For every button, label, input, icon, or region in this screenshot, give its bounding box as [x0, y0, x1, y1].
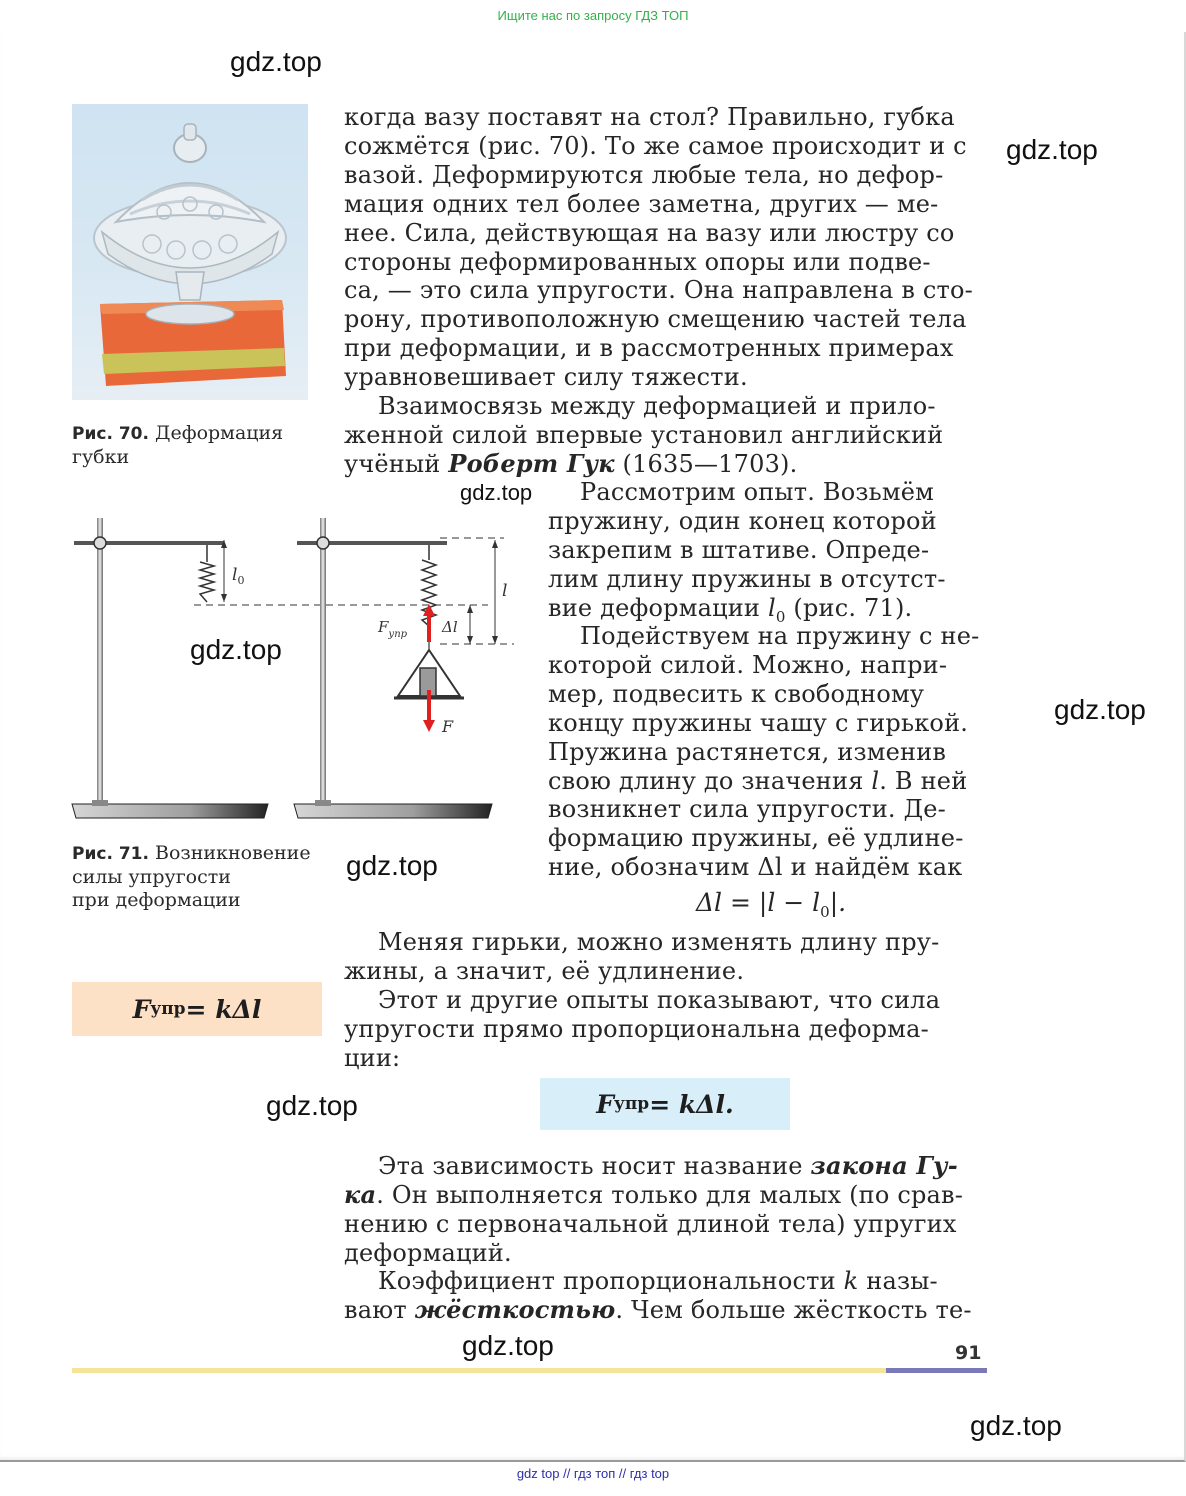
p7-line-1: Эта зависимость носит название закона Гу-: [378, 1151, 958, 1180]
paragraph-3: [548, 478, 988, 631]
paragraph-4: [548, 622, 988, 882]
top-banner[interactable]: Ищите нас по запросу ГДЗ ТОП: [497, 8, 689, 23]
p7-line-3: нению с первоначальной длиной тела) упругих: [344, 1209, 957, 1238]
paragraph-7: [344, 1152, 988, 1268]
watermark: gdz.top: [462, 1330, 554, 1361]
delta-l-label: Δl: [442, 618, 458, 636]
p5-line: Меняя гирьки, можно изменять длину пру-: [378, 928, 940, 956]
p1-line: когда вазу поставят на стол? Правильно, губка: [344, 103, 955, 131]
l0-label: $l_0$: [232, 565, 245, 587]
stand-1-base: [72, 804, 268, 818]
footer-rule-purple: [886, 1368, 987, 1373]
p4-line: которой силой. Можно, напри-: [548, 650, 948, 679]
figure-71-caption: [72, 842, 332, 912]
p2-line-3: [344, 450, 988, 479]
p4-line: концу пружины чашу с гирькой.: [548, 708, 969, 737]
figure-71-l2: силы упругости: [72, 866, 231, 888]
p2-line-1: Взаимосвязь между деформацией и прило-: [378, 392, 936, 420]
p4-line-6: свою длину до значения l. В ней: [548, 766, 968, 795]
p4-line: Подействуем на пружину с не-: [580, 622, 980, 650]
f-upr-label: $F_{упр}$: [378, 618, 408, 640]
watermark: gdz.top: [230, 46, 322, 77]
p1-line: сожмётся (рис. 70). То же самое происходит и с: [344, 131, 967, 160]
hooke-law-box: F упр = kΔl.: [540, 1078, 790, 1130]
p4-line: мер, подвесить к свободному: [548, 679, 925, 708]
watermark: gdz.top: [460, 480, 533, 505]
stand-2-rod: [320, 518, 326, 804]
stand-2-base: [294, 804, 492, 818]
p6-line: упругости прямо пропорциональна деформа-: [344, 1014, 929, 1043]
watermark: gdz.top: [266, 1090, 358, 1121]
watermark: gdz.top: [346, 850, 438, 881]
p5-line: жины, а значит, её удлинение.: [344, 956, 745, 985]
p1-line: са, — это сила упругости. Она направлена в сто-: [344, 276, 973, 305]
p4-line: Пружина растянется, изменив: [548, 737, 947, 766]
paragraph-6: [344, 986, 988, 1073]
p7-line-4: деформаций.: [344, 1238, 512, 1267]
elongation-formula: $\Delta l = |l - l_0|$.: [696, 888, 847, 921]
spring-experiment-diagram: [68, 510, 528, 830]
figure-71-l1: Возникновение: [155, 842, 311, 864]
p7-line-2: ка. Он выполняется только для малых (по срав-: [344, 1179, 964, 1209]
watermark: gdz.top: [1006, 134, 1098, 165]
weight-force-arrow: [423, 720, 435, 732]
p2-l3-b: (1635—1703).: [614, 449, 798, 478]
p1-line: мация одних тел более заметна, других — ме-: [344, 189, 939, 218]
p1-line: нее. Сила, действующая на вазу или люстру со: [344, 218, 955, 247]
hooke-law-side-box: F упр = kΔl: [72, 982, 322, 1036]
p3-line: Рассмотрим опыт. Возьмём: [580, 478, 935, 506]
footer-links[interactable]: gdz top // гдз топ // гдз top: [516, 1466, 670, 1481]
watermark: gdz.top: [190, 634, 282, 665]
vase-on-sponge-photo: [72, 104, 308, 400]
watermark: gdz.top: [1054, 694, 1146, 725]
p1-line: уравновешивает силу тяжести.: [344, 363, 748, 392]
p1-line: при деформации, и в рассмотренных примерах: [344, 334, 954, 363]
figure-70-label: Рис. 70.: [72, 424, 149, 444]
watermark: gdz.top: [970, 1410, 1062, 1441]
stand-1-rod: [97, 518, 103, 804]
figure-71-l3: при деформации: [72, 889, 241, 911]
paragraph-5: [344, 928, 988, 986]
p8-line-1: Коэффициент пропорциональности k назы-: [378, 1267, 938, 1295]
paragraph-8: [344, 1267, 988, 1325]
p3-last-line: вие деформации $l_0$ (рис. 71).: [548, 593, 913, 626]
figure-70-caption: [72, 422, 302, 469]
p3-line: закрепим в штативе. Опреде-: [548, 535, 930, 564]
paragraph-1: [344, 103, 988, 392]
p6-line: Этот и другие опыты показывают, что сила: [378, 986, 941, 1014]
p1-line: стороны деформированных опоры или подве-: [344, 247, 931, 276]
l-label: l: [502, 581, 508, 601]
figure-70-text-2: губки: [72, 446, 130, 468]
p8-line-2: вают жёсткостью. Чем больше жёсткость те-: [344, 1294, 972, 1324]
p2-line-2: женной силой впервые установил английский: [344, 420, 944, 449]
p6-line: ции:: [344, 1043, 401, 1072]
p4-rest-line: возникнет сила упругости. Де-: [548, 795, 946, 824]
figure-71-label: Рис. 71.: [72, 844, 149, 864]
p2-l3-a: учёный: [344, 449, 449, 478]
p1-line: вазой. Деформируются любые тела, но дефор-: [344, 160, 944, 189]
p4-rest-line: формацию пружины, её удлине-: [548, 824, 964, 853]
figure-70-text: Деформация: [155, 422, 284, 444]
spring-1: [200, 562, 214, 602]
footer-rule-yellow: [72, 1368, 886, 1373]
p4-last-line: ние, обозначим Δl и найдём как: [548, 853, 963, 882]
page-number: 91: [955, 1342, 982, 1364]
p3-line: пружину, один конец которой: [548, 506, 937, 535]
p1-line: рону, противоположную смещению частей тела: [344, 305, 967, 334]
paragraph-2: [344, 392, 988, 479]
p3-line: лим длину пружины в отсутст-: [548, 564, 946, 593]
f-label: F: [442, 717, 454, 736]
hooke-name: Роберт Гук: [448, 448, 615, 478]
